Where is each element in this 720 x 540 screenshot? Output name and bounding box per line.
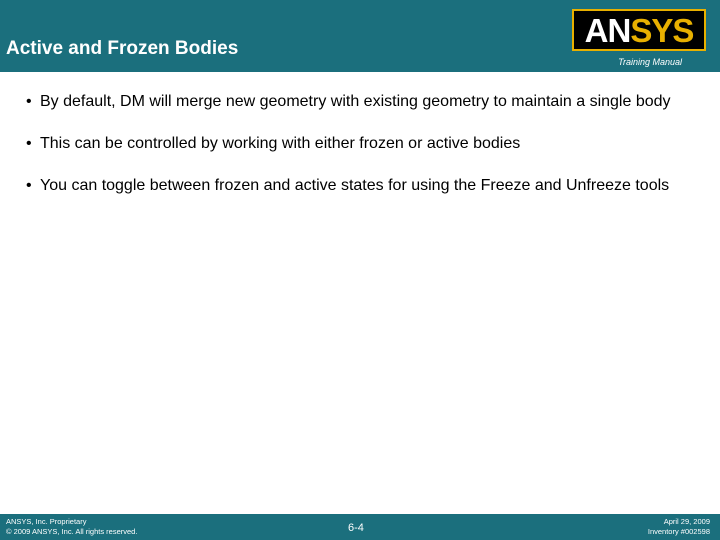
footer-meta bbox=[648, 517, 710, 536]
footer-rights: © 2009 ANSYS, Inc. All rights reserved. bbox=[6, 526, 138, 536]
bullet-text: You can toggle between frozen and active states for using the Freeze and Unfreeze tools bbox=[40, 177, 670, 194]
bullet-item bbox=[26, 134, 696, 153]
bullet-dot: • bbox=[26, 135, 32, 152]
slide-footer bbox=[0, 514, 720, 540]
bullet-item bbox=[26, 176, 696, 195]
slide-title: Active and Frozen Bodies bbox=[6, 38, 239, 59]
page-number: 6-4 bbox=[348, 522, 364, 534]
slide-body bbox=[26, 92, 696, 218]
footer-date: April 29, 2009 bbox=[663, 517, 710, 526]
logo-text-an: AN bbox=[584, 11, 631, 49]
slide-header bbox=[0, 0, 720, 72]
footer-copyright bbox=[6, 517, 137, 536]
logo-text-sys: SYS bbox=[630, 11, 694, 49]
bullet-text: This can be controlled by working with either frozen or active bodies bbox=[40, 135, 521, 152]
training-manual-label: Training Manual bbox=[618, 57, 682, 67]
ansys-logo bbox=[572, 9, 706, 51]
bullet-dot: • bbox=[26, 93, 32, 110]
bullet-text: By default, DM will merge new geometry with existing geometry to maintain a single body bbox=[40, 93, 671, 110]
footer-proprietary: ANSYS, Inc. Proprietary bbox=[6, 517, 87, 526]
bullet-item bbox=[26, 92, 696, 111]
footer-inventory: Inventory #002598 bbox=[647, 526, 710, 536]
bullet-dot: • bbox=[26, 177, 32, 194]
